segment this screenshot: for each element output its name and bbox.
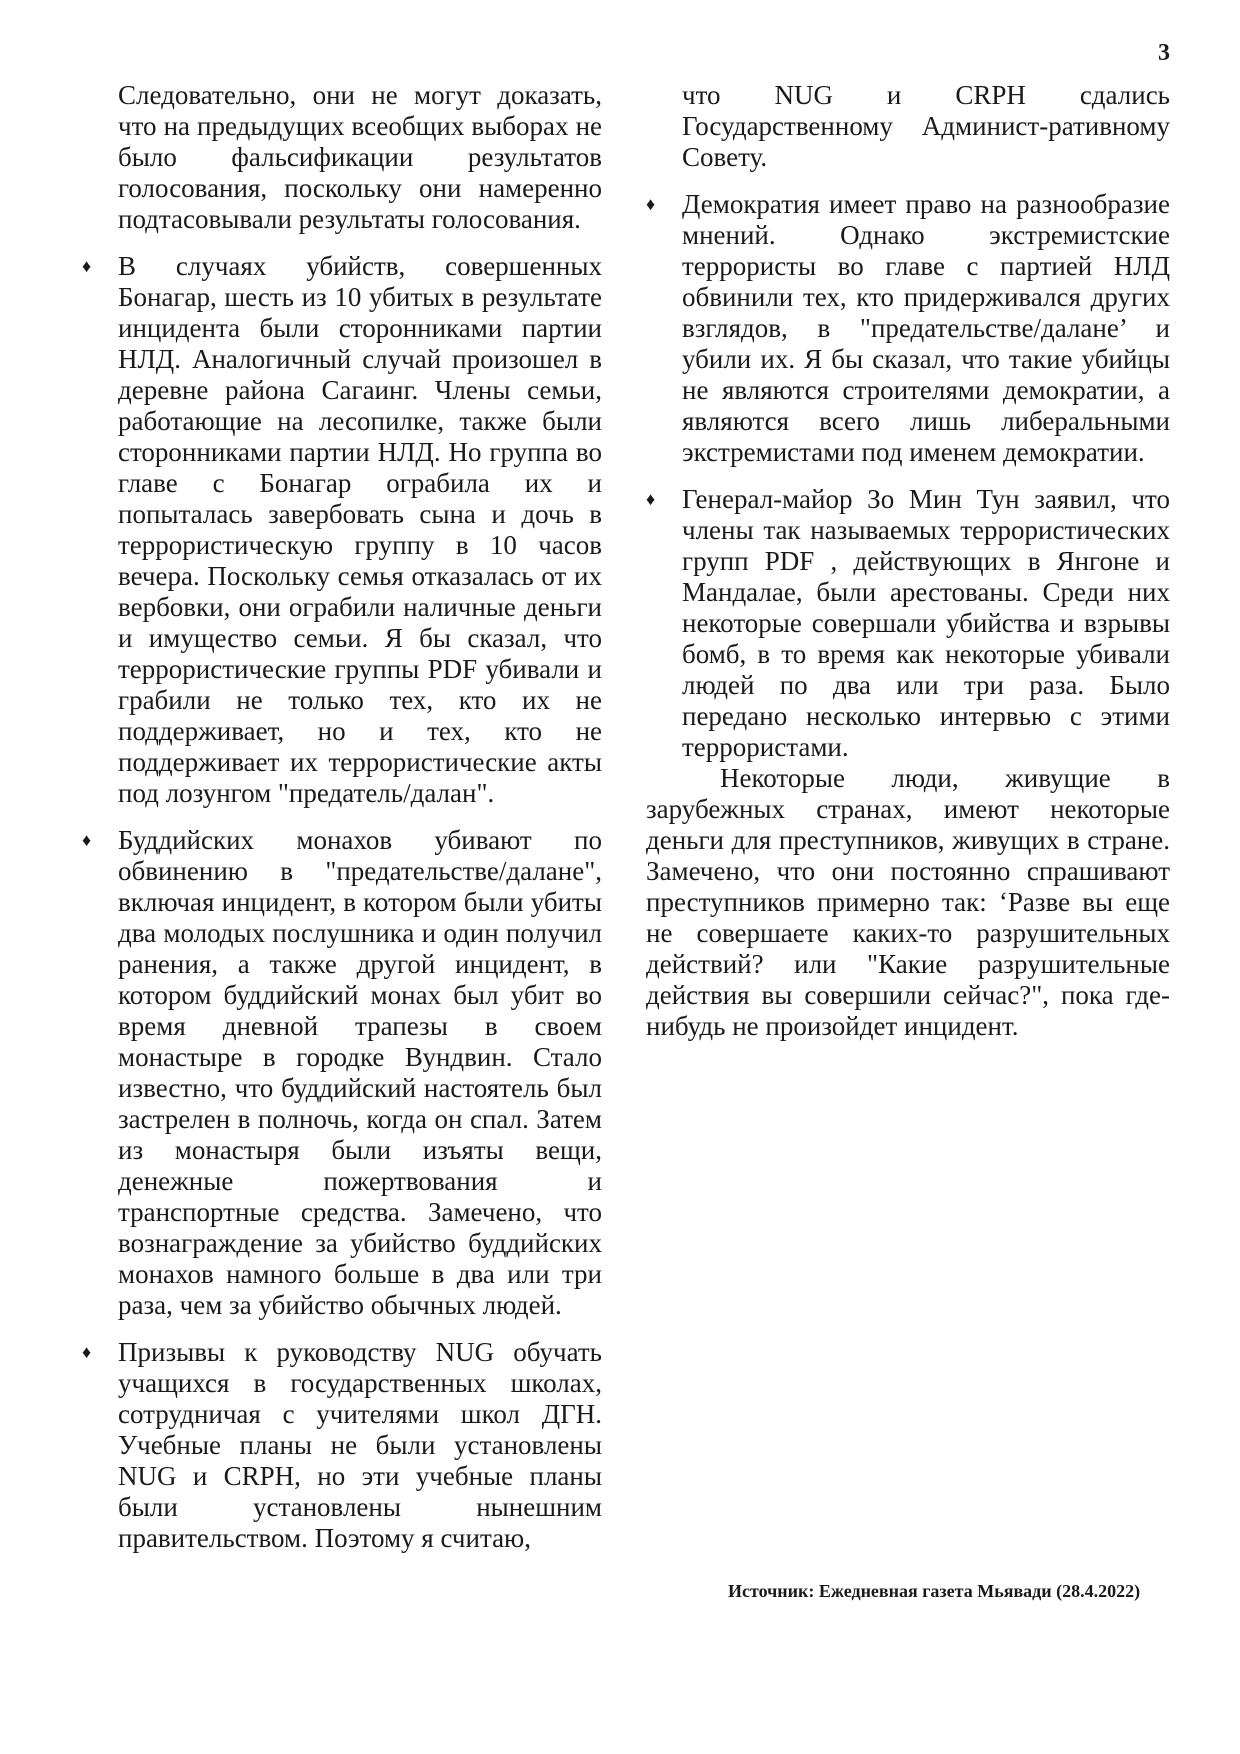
bullet-text: Генерал-майор Зо Мин Тун заявил, что члены так называемых террористических групп PDF , действующих в Янгоне и Мандалае, были арестованы. Среди них некоторые совершали убийства и взрывы бомб, в то время как некоторые убивали людей по два или три раза. Было передано несколько интервью с этими террористами. <box>682 484 1170 762</box>
intro-paragraph: Следовательно, они не могут доказать, что на предыдущих всеобщих выборах не было фальсификации результатов голосования, поскольку они намеренно подтасовывали результаты голосования. <box>118 80 602 234</box>
bullet-text: Демократия имеет право на разнообразие мнений. Однако экстремистские террористы во главе с партией НЛД обвинили тех, кто придерживался других взглядов, в "предательстве/далане’ и убили их. Я бы сказал, что такие убийцы не являются строителями демократии, а являются всего лишь либеральными экстремистами под именем демократии. <box>682 189 1170 467</box>
closing-paragraph: Некоторые люди, живущие в зарубежных странах, имеют некоторые деньги для преступников, живущих в стране. Замечено, что они постоянно спрашивают преступников примерно так: ‘Разве вы еще не совершаете каких-то разрушительных действий? или "Какие разрушительные действия вы совершили сейчас?", пока где-нибудь не произойдет инцидент. <box>646 763 1170 1041</box>
bullet-text: В случаях убийств, совершенных Бонагар, шесть из 10 убитых в результате инцидента были сторонниками партии НЛД. Аналогичный случай произошел в деревне района Сагаинг. Члены семьи, работающие на лесопилке, также были сторонниками партии НЛД. Но группа во главе с Бонагар ограбила их и попыталась завербовать сына и дочь в террористическую группу в 10 часов вечера. Поскольку семья отказалась от их вербовки, они ограбили наличные деньги и имущество семьи. Я бы сказал, что террористические группы PDF убивали и грабили не только тех, кто их не поддерживает, но и тех, кто не поддерживает их террористические акты под лозунгом "предатель/далан". <box>118 251 602 808</box>
bullet-item <box>646 189 1170 468</box>
diamond-bullet-icon: ♦ <box>82 1342 92 1362</box>
bullet-item <box>82 825 602 1321</box>
left-column <box>82 80 602 1554</box>
source-citation: Источник: Ежедневная газета Мьявади (28.4.2022) <box>728 1581 1141 1601</box>
diamond-bullet-icon: ♦ <box>82 830 92 850</box>
bullet-item <box>646 484 1170 763</box>
continuation-paragraph: что NUG и CRPH сдались Государственному Админист-ративному Совету. <box>682 80 1170 172</box>
diamond-bullet-icon: ♦ <box>646 194 656 214</box>
diamond-bullet-icon: ♦ <box>646 489 656 509</box>
bullet-item <box>82 1337 602 1554</box>
right-column <box>646 80 1170 1042</box>
bullet-text: Буддийских монахов убивают по обвинению в "предательстве/далане", включая инцидент, в котором были убиты два молодых послушника и один получил ранения, а также другой инцидент, в котором буддийский монах был убит во время дневной трапезы в своем монастыре в городке Вундвин. Стало известно, что буддийский настоятель был застрелен в полночь, когда он спал. Затем из монастыря были изъяты вещи, денежные пожертвования и транспортные средства. Замечено, что вознаграждение за убийство буддийских монахов намного больше в два или три раза, чем за убийство обычных людей. <box>118 825 602 1320</box>
bullet-item <box>82 251 602 809</box>
bullet-text: Призывы к руководству NUG обучать учащихся в государственных школах, сотрудничая с учителями школ ДГН. Учебные планы не были установлены NUG и CRPH, но эти учебные планы были установлены нынешним правительством. Поэтому я считаю, <box>118 1337 602 1553</box>
diamond-bullet-icon: ♦ <box>82 256 92 276</box>
page-number: 3 <box>1158 40 1170 66</box>
